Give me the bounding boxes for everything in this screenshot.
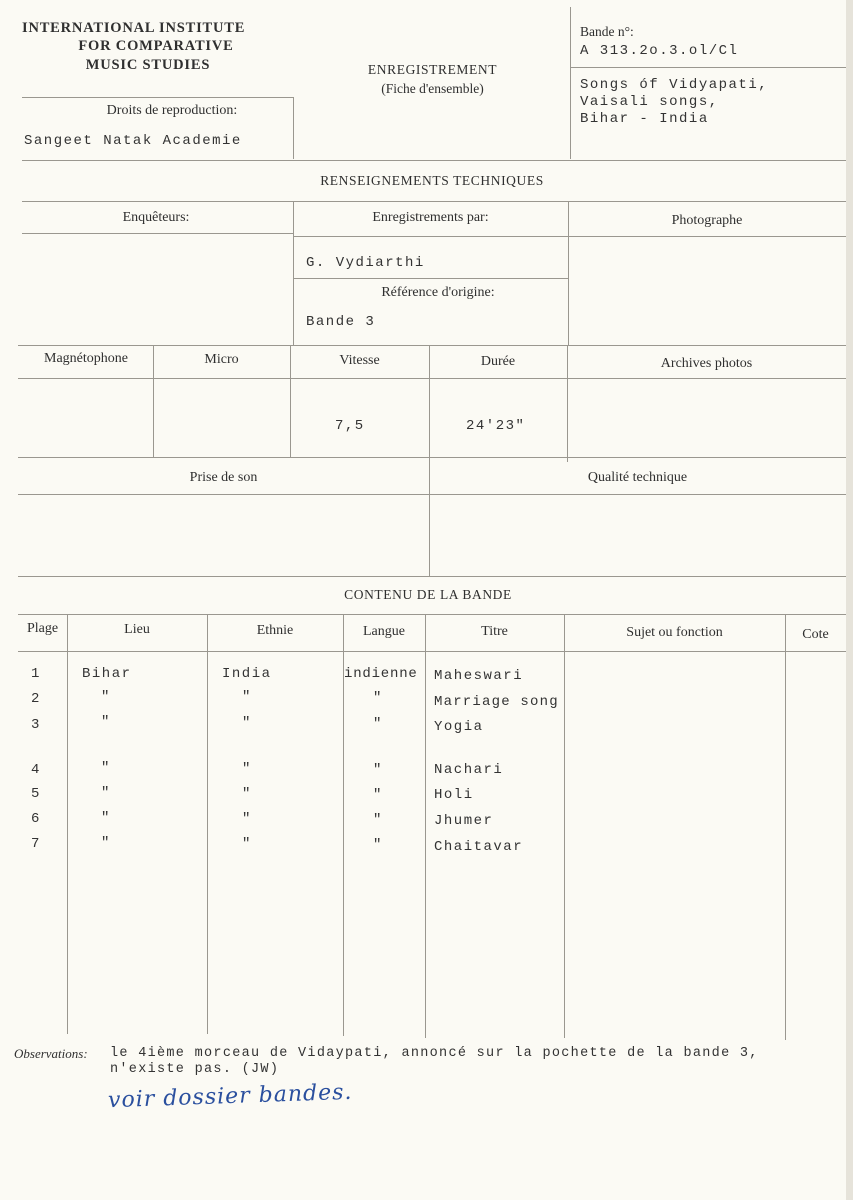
row-langue: indienne (344, 666, 418, 682)
archives-photos-label: Archives photos (660, 356, 753, 371)
row-ethnie: " (242, 786, 252, 802)
row-ethnie: " (242, 836, 252, 852)
row-titre: Chaitavar (434, 839, 524, 855)
row-langue: " (373, 716, 383, 732)
row-ethnie: " (242, 811, 252, 827)
col-cote: Cote (802, 627, 829, 642)
tape-description-line-3: Bihar - India (580, 111, 709, 127)
row-ethnie: India (222, 666, 272, 682)
observations-label: Observations: (14, 1046, 88, 1061)
row-lieu: " (101, 810, 111, 826)
enregistrements-value: G. Vydiarthi (306, 255, 425, 271)
observations-line-2: n'existe pas. (JW) (110, 1062, 280, 1077)
reference-value: Bande 3 (306, 314, 376, 330)
row-plage: 5 (31, 786, 41, 802)
row-titre: Nachari (434, 762, 504, 778)
row-ethnie: " (242, 689, 252, 705)
row-plage: 3 (31, 717, 41, 733)
row-lieu: " (101, 760, 111, 776)
row-ethnie: " (242, 761, 252, 777)
rights-label: Droits de reproduction: (106, 103, 238, 118)
qualite-technique-label: Qualité technique (587, 470, 688, 485)
row-langue: " (373, 787, 383, 803)
col-lieu: Lieu (124, 622, 150, 637)
row-titre: Yogia (434, 719, 484, 735)
institute-line-1: INTERNATIONAL INSTITUTE (22, 20, 246, 36)
contents-section-title: CONTENU DE LA BANDE (344, 587, 512, 602)
duree-value: 24'23" (466, 418, 526, 434)
enregistrements-label: Enregistrements par: (372, 210, 489, 225)
rights-value: Sangeet Natak Academie (24, 133, 242, 149)
row-ethnie: " (242, 715, 252, 731)
vitesse-label: Vitesse (339, 353, 380, 368)
tape-description-line-1: Songs óf Vidyapati, (580, 77, 769, 93)
col-titre: Titre (481, 624, 508, 639)
row-plage: 1 (31, 666, 41, 682)
duree-label: Durée (480, 354, 516, 369)
reference-label: Référence d'origine: (381, 285, 495, 300)
row-langue: " (373, 690, 383, 706)
col-plage: Plage (26, 621, 59, 636)
row-titre: Maheswari (434, 668, 524, 684)
tape-description-line-2: Vaisali songs, (580, 94, 719, 110)
observations-line-1: le 4ième morceau de Vidaypati, annoncé sur la pochette de la bande 3, (110, 1046, 759, 1061)
doc-subtype: (Fiche d'ensemble) (381, 81, 484, 96)
row-lieu: Bihar (82, 666, 132, 682)
row-langue: " (373, 837, 383, 853)
bande-label: Bande n°: (580, 24, 634, 39)
col-sujet: Sujet ou fonction (626, 625, 723, 640)
row-langue: " (373, 762, 383, 778)
col-ethnie: Ethnie (256, 623, 294, 638)
row-langue: " (373, 812, 383, 828)
row-plage: 4 (31, 762, 41, 778)
prise-de-son-label: Prise de son (189, 470, 258, 485)
row-lieu: " (101, 835, 111, 851)
doc-type: ENREGISTREMENT (367, 62, 498, 77)
institute-line-2: FOR COMPARATIVE (78, 38, 234, 54)
row-plage: 2 (31, 691, 41, 707)
row-titre: Marriage song (434, 694, 559, 710)
row-plage: 7 (31, 836, 41, 852)
col-langue: Langue (363, 624, 405, 639)
page-edge (846, 0, 853, 1200)
row-lieu: " (101, 785, 111, 801)
row-lieu: " (101, 714, 111, 730)
handwritten-note: voir dossier bandes. (107, 1079, 353, 1114)
technical-section-title: RENSEIGNEMENTS TECHNIQUES (320, 173, 544, 188)
micro-label: Micro (204, 352, 239, 367)
institute-line-3: MUSIC STUDIES (85, 57, 211, 73)
photographe-label: Photographe (671, 213, 743, 228)
row-titre: Holi (434, 787, 474, 803)
magnetophone-label: Magnétophone (44, 351, 128, 366)
row-plage: 6 (31, 811, 41, 827)
bande-number: A 313.2o.3.ol/Cl (580, 43, 739, 59)
row-lieu: " (101, 689, 111, 705)
vitesse-value: 7,5 (335, 418, 365, 434)
enqueteurs-label: Enquêteurs: (122, 210, 190, 225)
row-titre: Jhumer (434, 813, 494, 829)
